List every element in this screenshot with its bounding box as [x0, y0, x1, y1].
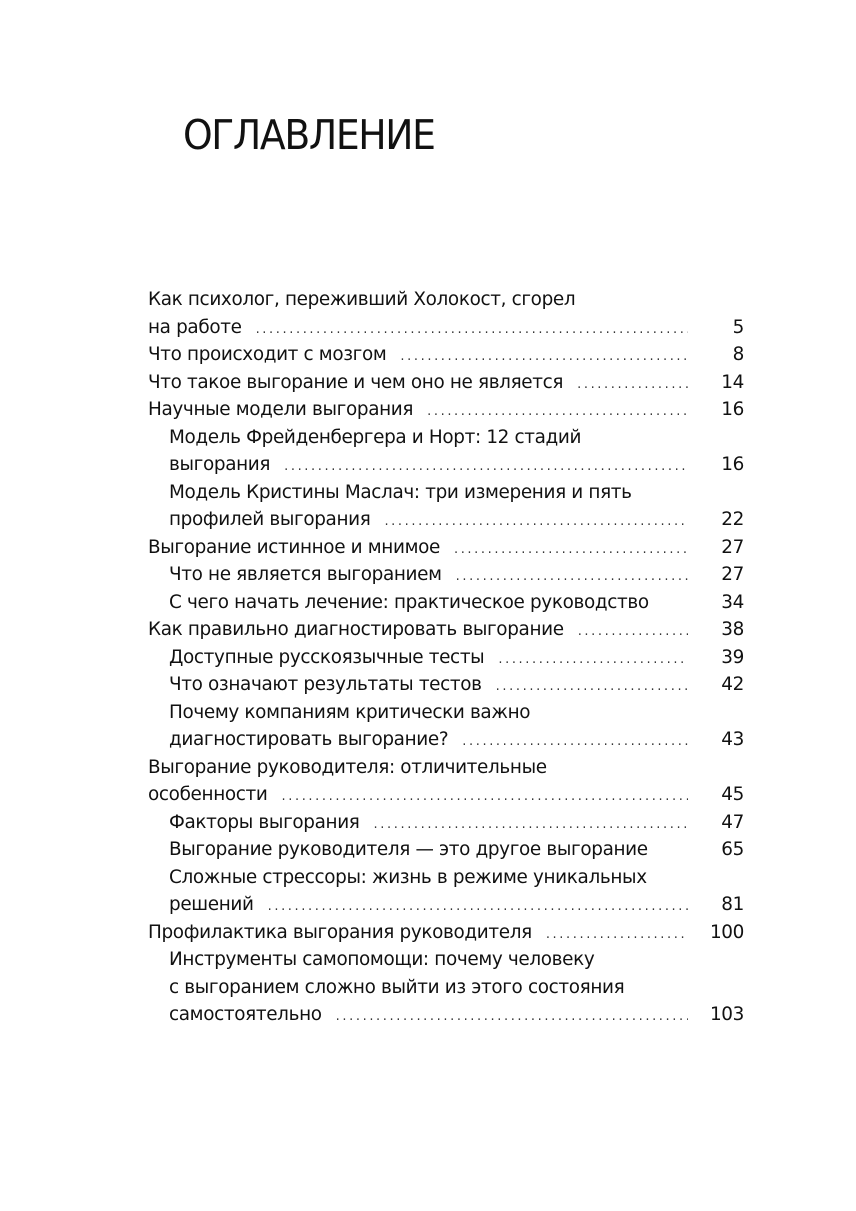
dot-leader: [454, 543, 688, 556]
toc-entry-line: [148, 919, 744, 947]
toc-entry: [148, 919, 744, 947]
toc-page-number: 65: [721, 839, 744, 860]
toc-entry-line: [169, 589, 744, 617]
dot-leader: [456, 570, 688, 583]
toc-entry: [148, 754, 744, 809]
toc-subentry: [148, 479, 744, 534]
toc-entry-line: [169, 451, 744, 479]
toc-page-number: 16: [721, 454, 744, 475]
toc-entry-line: [169, 561, 744, 589]
toc-page-number: 81: [721, 894, 744, 915]
toc-page-number: 34: [721, 591, 744, 613]
toc-entry-line: [169, 671, 744, 699]
toc-page-number: 22: [721, 509, 744, 530]
toc-page-number: 8: [732, 344, 744, 365]
toc-entry-title-line: Факторы выгорания: [169, 811, 360, 833]
toc-entry-title-line: Что означают результаты тестов: [169, 674, 482, 695]
toc-entry-line: [169, 1001, 744, 1029]
toc-entry-line: [148, 314, 744, 342]
toc-entry-title-line: Научные модели выгорания: [148, 399, 414, 420]
toc-entry-title-line: Что не является выгоранием: [169, 564, 442, 585]
toc-entry-title-line: Доступные русскоязычные тесты: [169, 646, 485, 668]
toc-entry-title-line: с выгоранием сложно выйти из этого состояния: [169, 976, 625, 998]
toc-entry: [148, 616, 744, 644]
toc-subentry: [148, 946, 744, 1029]
table-of-contents: [148, 286, 744, 1029]
toc-page-number: 14: [721, 371, 744, 393]
toc-subentry: [148, 424, 744, 479]
toc-entry-line: [148, 341, 744, 369]
toc-page-number: 103: [709, 1004, 744, 1025]
dot-leader: [498, 653, 688, 666]
page-title: ОГЛАВЛЕНИЕ: [183, 111, 435, 159]
toc-page-number: 100: [709, 921, 744, 943]
toc-entry: [148, 534, 744, 562]
toc-entry-title-line: Инструменты самопомощи: почему человеку: [169, 949, 595, 970]
toc-entry: [148, 341, 744, 369]
toc-entry-line: [169, 506, 744, 534]
toc-entry-title-line: Что такое выгорание и чем оно не является: [148, 371, 564, 393]
toc-subentry: [148, 864, 744, 919]
toc-subentry: [148, 561, 744, 589]
dot-leader: [546, 928, 688, 941]
toc-page-number: 16: [721, 399, 744, 420]
toc-entry-title-line: Модель Фрейденбергера и Норт: 12 стадий: [169, 426, 582, 448]
toc-subentry: [148, 671, 744, 699]
toc-entry-line: [169, 726, 744, 754]
toc-page-number: 38: [721, 619, 744, 640]
toc-entry-title-line: самостоятельно: [169, 1004, 322, 1025]
toc-entry: [148, 396, 744, 424]
toc-entry: [148, 286, 744, 341]
toc-entry-title-line: Что происходит с мозгом: [148, 344, 387, 365]
toc-entry-line: [148, 616, 744, 644]
toc-entry-line: [169, 809, 744, 837]
toc-entry-title-line: Выгорание руководителя: отличительные: [148, 756, 547, 778]
toc-entry-title-line: диагностировать выгорание?: [169, 729, 449, 750]
toc-page-number: 5: [732, 316, 744, 338]
dot-leader: [384, 515, 688, 528]
toc-subentry: [148, 644, 744, 672]
toc-entry-title-line: особенности: [148, 784, 268, 805]
toc-entry-title-line: Выгорание руководителя — это другое выгорание: [169, 839, 648, 860]
toc-entry-title-line: Профилактика выгорания руководителя: [148, 921, 532, 943]
toc-entry-line: [169, 836, 744, 864]
toc-entry-title-line: Сложные стрессоры: жизнь в режиме уникальных: [169, 866, 647, 888]
toc-page-number: 27: [721, 564, 744, 585]
toc-entry-line: [148, 534, 744, 562]
dot-leader: [462, 735, 688, 748]
toc-entry-title-line: профилей выгорания: [169, 509, 371, 530]
dot-leader: [374, 818, 688, 831]
toc-subentry: [148, 836, 744, 864]
toc-entry-title-line: Выгорание истинное и мнимое: [148, 536, 440, 558]
toc-entry-line: [148, 781, 744, 809]
toc-entry-title-line: выгорания: [169, 454, 271, 475]
toc-page-number: 39: [721, 646, 744, 668]
toc-entry-line: [148, 369, 744, 397]
toc-entry-title-line: Почему компаниям критически важно: [169, 701, 531, 723]
toc-page-number: 27: [721, 536, 744, 558]
toc-subentry: [148, 809, 744, 837]
dot-leader: [282, 790, 689, 803]
toc-entry-title-line: решений: [169, 894, 254, 915]
toc-entry-title-line: С чего начать лечение: практическое руководство: [169, 591, 649, 613]
toc-page-number: 45: [721, 784, 744, 805]
toc-entry-line: [169, 644, 744, 672]
dot-leader: [427, 405, 688, 418]
toc-entry-title-line: Модель Кристины Маслач: три измерения и пять: [169, 481, 632, 503]
toc-entry: [148, 369, 744, 397]
dot-leader: [578, 625, 688, 638]
toc-entry-line: [169, 891, 744, 919]
dot-leader: [577, 378, 688, 391]
toc-page-number: 42: [721, 674, 744, 695]
dot-leader: [400, 350, 688, 363]
toc-entry-title-line: Как психолог, переживший Холокост, сгорел: [148, 289, 576, 310]
toc-subentry: [148, 589, 744, 617]
toc-subentry: [148, 699, 744, 754]
dot-leader: [268, 900, 688, 913]
dot-leader: [284, 460, 688, 473]
dot-leader: [336, 1010, 688, 1023]
toc-entry-title-line: Как правильно диагностировать выгорание: [148, 619, 564, 640]
dot-leader: [496, 680, 688, 693]
toc-page-number: 47: [721, 811, 744, 833]
toc-entry-line: [148, 396, 744, 424]
toc-entry-title-line: на работе: [148, 316, 242, 338]
dot-leader: [256, 323, 688, 336]
toc-page-number: 43: [721, 729, 744, 750]
